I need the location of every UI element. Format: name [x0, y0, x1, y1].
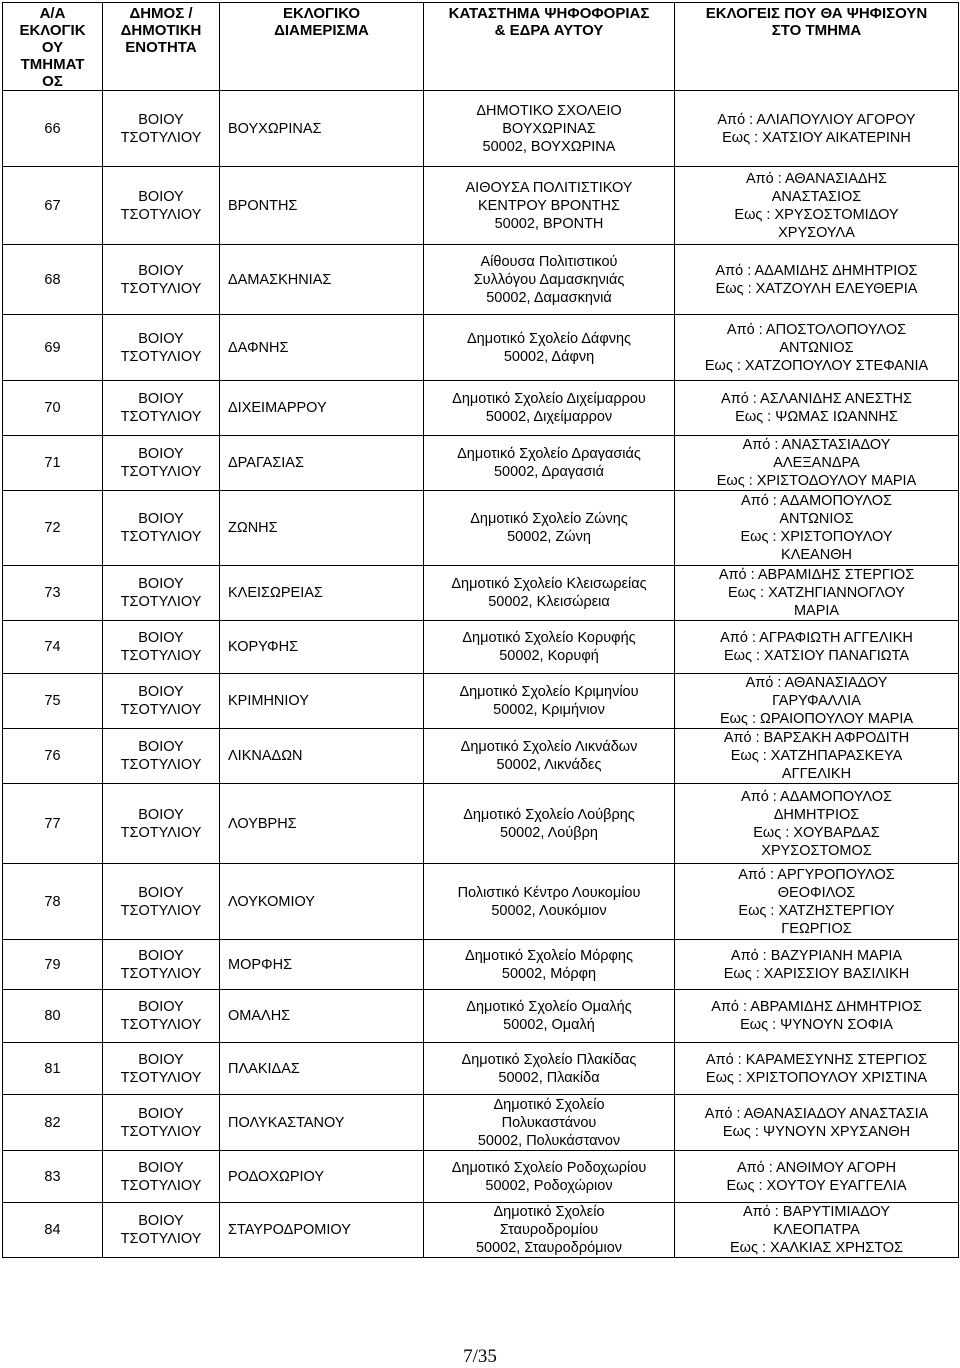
cell-no: 76 — [3, 729, 103, 784]
table-row — [3, 729, 959, 784]
cell-voters: Από : ΒΑΡΣΑΚΗ ΑΦΡΟΔΙΤΗ Εως : ΧΑΤΖΗΠΑΡΑΣΚΕΥΑ ΑΓΓΕΛΙΚΗ — [675, 729, 959, 784]
cell-voters: Από : ΑΝΘΙΜΟΥ ΑΓΟΡΗ Εως : ΧΟΥΤΟΥ ΕΥΑΓΓΕΛΙΑ — [675, 1151, 959, 1203]
cell-municipality: ΒΟΙΟΥ ΤΣΟΤΥΛΙΟΥ — [103, 940, 220, 990]
header-municipality: ΔΗΜΟΣ / ΔΗΜΟΤΙΚΗ ΕΝΟΤΗΤΑ — [103, 3, 220, 91]
cell-no: 68 — [3, 245, 103, 315]
cell-municipality: ΒΟΙΟΥ ΤΣΟΤΥΛΙΟΥ — [103, 167, 220, 245]
table-row — [3, 315, 959, 381]
cell-no: 81 — [3, 1043, 103, 1095]
cell-voters: Από : ΑΔΑΜΟΠΟΥΛΟΣ ΔΗΜΗΤΡΙΟΣ Εως : ΧΟΥΒΑΡΔΑΣ ΧΡΥΣΟΣΤΟΜΟΣ — [675, 784, 959, 864]
cell-station: Δημοτικό Σχολείο Σταυροδρομίου 50002, Σταυροδρόμιον — [424, 1203, 675, 1258]
cell-station: Δημοτικό Σχολείο Κριμηνίου 50002, Κριμήνιον — [424, 674, 675, 729]
cell-district: ΠΛΑΚΙΔΑΣ — [220, 1043, 424, 1095]
polling-stations-table — [2, 2, 959, 1258]
cell-municipality: ΒΟΙΟΥ ΤΣΟΤΥΛΙΟΥ — [103, 1203, 220, 1258]
cell-voters: Από : ΑΘΑΝΑΣΙΑΔΗΣ ΑΝΑΣΤΑΣΙΟΣ Εως : ΧΡΥΣΟΣΤΟΜΙΔΟΥ ΧΡΥΣΟΥΛΑ — [675, 167, 959, 245]
page-number: 7/35 — [463, 1346, 497, 1367]
cell-station: Δημοτικό Σχολείο Κλεισωρείας 50002, Κλεισώρεια — [424, 566, 675, 621]
cell-municipality: ΒΟΙΟΥ ΤΣΟΤΥΛΙΟΥ — [103, 566, 220, 621]
header-voters: ΕΚΛΟΓΕΙΣ ΠΟΥ ΘΑ ΨΗΦΙΣΟΥΝ ΣΤΟ ΤΜΗΜΑ — [675, 3, 959, 91]
cell-district: ΔΑΜΑΣΚΗΝΙΑΣ — [220, 245, 424, 315]
cell-station: Δημοτικό Σχολείο Λικνάδων 50002, Λικνάδες — [424, 729, 675, 784]
cell-voters: Από : ΑΡΓΥΡΟΠΟΥΛΟΣ ΘΕΟΦΙΛΟΣ Εως : ΧΑΤΖΗΣΤΕΡΓΙΟΥ ΓΕΩΡΓΙΟΣ — [675, 864, 959, 940]
cell-district: ΣΤΑΥΡΟΔΡΟΜΙΟΥ — [220, 1203, 424, 1258]
cell-voters: Από : ΑΔΑΜΟΠΟΥΛΟΣ ΑΝΤΩΝΙΟΣ Εως : ΧΡΙΣΤΟΠΟΥΛΟΥ ΚΛΕΑΝΘΗ — [675, 491, 959, 566]
cell-district: ΖΩΝΗΣ — [220, 491, 424, 566]
cell-station: ΔΗΜΟΤΙΚΟ ΣΧΟΛΕΙΟ ΒΟΥΧΩΡΙΝΑΣ 50002, ΒΟΥΧΩΡΙΝΑ — [424, 91, 675, 167]
cell-district: ΚΡΙΜΗΝΙΟΥ — [220, 674, 424, 729]
cell-no: 70 — [3, 381, 103, 436]
table-row — [3, 245, 959, 315]
cell-station: Δημοτικό Σχολείο Ζώνης 50002, Ζώνη — [424, 491, 675, 566]
cell-municipality: ΒΟΙΟΥ ΤΣΟΤΥΛΙΟΥ — [103, 1095, 220, 1151]
cell-district: ΔΡΑΓΑΣΙΑΣ — [220, 436, 424, 491]
cell-municipality: ΒΟΙΟΥ ΤΣΟΤΥΛΙΟΥ — [103, 245, 220, 315]
cell-voters: Από : ΑΠΟΣΤΟΛΟΠΟΥΛΟΣ ΑΝΤΩΝΙΟΣ Εως : ΧΑΤΖΟΠΟΥΛΟΥ ΣΤΕΦΑΝΙΑ — [675, 315, 959, 381]
cell-voters: Από : ΑΒΡΑΜΙΔΗΣ ΔΗΜΗΤΡΙΟΣ Εως : ΨΥΝΟΥΝ ΣΟΦΙΑ — [675, 990, 959, 1043]
cell-district: ΛΙΚΝΑΔΩΝ — [220, 729, 424, 784]
cell-station: Δημοτικό Σχολείο Πλακίδας 50002, Πλακίδα — [424, 1043, 675, 1095]
table-row — [3, 674, 959, 729]
cell-district: ΒΟΥΧΩΡΙΝΑΣ — [220, 91, 424, 167]
header-district: ΕΚΛΟΓΙΚΟ ΔΙΑΜΕΡΙΣΜΑ — [220, 3, 424, 91]
cell-voters: Από : ΑΛΙΑΠΟΥΛΙΟΥ ΑΓΟΡΟΥ Εως : ΧΑΤΣΙΟΥ ΑΙΚΑΤΕΡΙΝΗ — [675, 91, 959, 167]
cell-no: 74 — [3, 621, 103, 674]
table-row — [3, 381, 959, 436]
table-row — [3, 784, 959, 864]
cell-voters: Από : ΑΘΑΝΑΣΙΑΔΟΥ ΓΑΡΥΦΑΛΛΙΑ Εως : ΩΡΑΙΟΠΟΥΛΟΥ ΜΑΡΙΑ — [675, 674, 959, 729]
cell-voters: Από : ΒΑΡΥΤΙΜΙΑΔΟΥ ΚΛΕΟΠΑΤΡΑ Εως : ΧΑΛΚΙΑΣ ΧΡΗΣΤΟΣ — [675, 1203, 959, 1258]
cell-voters: Από : ΑΒΡΑΜΙΔΗΣ ΣΤΕΡΓΙΟΣ Εως : ΧΑΤΖΗΓΙΑΝΝΟΓΛΟΥ ΜΑΡΙΑ — [675, 566, 959, 621]
header-station: ΚΑΤΑΣΤΗΜΑ ΨΗΦΟΦΟΡΙΑΣ & ΕΔΡΑ ΑΥΤΟΥ — [424, 3, 675, 91]
cell-municipality: ΒΟΙΟΥ ΤΣΟΤΥΛΙΟΥ — [103, 990, 220, 1043]
cell-no: 79 — [3, 940, 103, 990]
table-row — [3, 91, 959, 167]
cell-voters: Από : ΚΑΡΑΜΕΣΥΝΗΣ ΣΤΕΡΓΙΟΣ Εως : ΧΡΙΣΤΟΠΟΥΛΟΥ ΧΡΙΣΤΙΝΑ — [675, 1043, 959, 1095]
cell-station: Δημοτικό Σχολείο Πολυκαστάνου 50002, Πολυκάστανον — [424, 1095, 675, 1151]
cell-no: 72 — [3, 491, 103, 566]
table-row — [3, 940, 959, 990]
table-row — [3, 621, 959, 674]
cell-station: Δημοτικό Σχολείο Κορυφής 50002, Κορυφή — [424, 621, 675, 674]
cell-district: ΚΛΕΙΣΩΡΕΙΑΣ — [220, 566, 424, 621]
table-row — [3, 1151, 959, 1203]
cell-voters: Από : ΑΘΑΝΑΣΙΑΔΟΥ ΑΝΑΣΤΑΣΙΑ Εως : ΨΥΝΟΥΝ ΧΡΥΣΑΝΘΗ — [675, 1095, 959, 1151]
cell-station: Δημοτικό Σχολείο Δραγασιάς 50002, Δραγασιά — [424, 436, 675, 491]
cell-district: ΛΟΥΚΟΜΙΟΥ — [220, 864, 424, 940]
cell-station: Πολιστικό Κέντρο Λουκομίου 50002, Λουκόμιον — [424, 864, 675, 940]
cell-municipality: ΒΟΙΟΥ ΤΣΟΤΥΛΙΟΥ — [103, 436, 220, 491]
table-row — [3, 1203, 959, 1258]
cell-district: ΒΡΟΝΤΗΣ — [220, 167, 424, 245]
cell-district: ΔΙΧΕΙΜΑΡΡΟΥ — [220, 381, 424, 436]
cell-station: Δημοτικό Σχολείο Λούβρης 50002, Λούβρη — [424, 784, 675, 864]
cell-municipality: ΒΟΙΟΥ ΤΣΟΤΥΛΙΟΥ — [103, 315, 220, 381]
cell-station: ΑΙΘΟΥΣΑ ΠΟΛΙΤΙΣΤΙΚΟΥ ΚΕΝΤΡΟΥ ΒΡΟΝΤΗΣ 50002, ΒΡΟΝΤΗ — [424, 167, 675, 245]
cell-voters: Από : ΑΣΛΑΝΙΔΗΣ ΑΝΕΣΤΗΣ Εως : ΨΩΜΑΣ ΙΩΑΝΝΗΣ — [675, 381, 959, 436]
cell-municipality: ΒΟΙΟΥ ΤΣΟΤΥΛΙΟΥ — [103, 621, 220, 674]
cell-voters: Από : ΑΝΑΣΤΑΣΙΑΔΟΥ ΑΛΕΞΑΝΔΡΑ Εως : ΧΡΙΣΤΟΔΟΥΛΟΥ ΜΑΡΙΑ — [675, 436, 959, 491]
table-row — [3, 1095, 959, 1151]
cell-municipality: ΒΟΙΟΥ ΤΣΟΤΥΛΙΟΥ — [103, 91, 220, 167]
cell-voters: Από : ΑΔΑΜΙΔΗΣ ΔΗΜΗΤΡΙΟΣ Εως : ΧΑΤΖΟΥΛΗ ΕΛΕΥΘΕΡΙΑ — [675, 245, 959, 315]
table-row — [3, 491, 959, 566]
table-row — [3, 864, 959, 940]
cell-municipality: ΒΟΙΟΥ ΤΣΟΤΥΛΙΟΥ — [103, 674, 220, 729]
cell-district: ΡΟΔΟΧΩΡΙΟΥ — [220, 1151, 424, 1203]
cell-municipality: ΒΟΙΟΥ ΤΣΟΤΥΛΙΟΥ — [103, 1043, 220, 1095]
cell-no: 73 — [3, 566, 103, 621]
cell-no: 71 — [3, 436, 103, 491]
cell-no: 69 — [3, 315, 103, 381]
cell-no: 80 — [3, 990, 103, 1043]
cell-no: 75 — [3, 674, 103, 729]
cell-district: ΚΟΡΥΦΗΣ — [220, 621, 424, 674]
cell-district: ΔΑΦΝΗΣ — [220, 315, 424, 381]
cell-voters: Από : ΑΓΡΑΦΙΩΤΗ ΑΓΓΕΛΙΚΗ Εως : ΧΑΤΣΙΟΥ ΠΑΝΑΓΙΩΤΑ — [675, 621, 959, 674]
cell-no: 83 — [3, 1151, 103, 1203]
cell-municipality: ΒΟΙΟΥ ΤΣΟΤΥΛΙΟΥ — [103, 381, 220, 436]
cell-district: ΠΟΛΥΚΑΣΤΑΝΟΥ — [220, 1095, 424, 1151]
cell-no: 78 — [3, 864, 103, 940]
header-row — [3, 3, 959, 91]
cell-municipality: ΒΟΙΟΥ ΤΣΟΤΥΛΙΟΥ — [103, 491, 220, 566]
table-row — [3, 990, 959, 1043]
cell-municipality: ΒΟΙΟΥ ΤΣΟΤΥΛΙΟΥ — [103, 864, 220, 940]
cell-station: Δημοτικό Σχολείο Ροδοχωρίου 50002, Ροδοχώριον — [424, 1151, 675, 1203]
cell-no: 82 — [3, 1095, 103, 1151]
table-row — [3, 566, 959, 621]
cell-district: ΟΜΑΛΗΣ — [220, 990, 424, 1043]
table-row — [3, 1043, 959, 1095]
cell-district: ΛΟΥΒΡΗΣ — [220, 784, 424, 864]
cell-station: Δημοτικό Σχολείο Μόρφης 50002, Μόρφη — [424, 940, 675, 990]
table-row — [3, 167, 959, 245]
cell-district: ΜΟΡΦΗΣ — [220, 940, 424, 990]
cell-station: Δημοτικό Σχολείο Ομαλής 50002, Ομαλή — [424, 990, 675, 1043]
cell-station: Δημοτικό Σχολείο Δάφνης 50002, Δάφνη — [424, 315, 675, 381]
header-no: Α/Α ΕΚΛΟΓΙΚ ΟΥ ΤΜΗΜΑΤ ΟΣ — [3, 3, 103, 91]
cell-no: 67 — [3, 167, 103, 245]
cell-municipality: ΒΟΙΟΥ ΤΣΟΤΥΛΙΟΥ — [103, 784, 220, 864]
cell-station: Αίθουσα Πολιτιστικού Συλλόγου Δαμασκηνιάς 50002, Δαμασκηνιά — [424, 245, 675, 315]
cell-no: 77 — [3, 784, 103, 864]
table-row — [3, 436, 959, 491]
cell-municipality: ΒΟΙΟΥ ΤΣΟΤΥΛΙΟΥ — [103, 1151, 220, 1203]
cell-voters: Από : ΒΑΖΥΡΙΑΝΗ ΜΑΡΙΑ Εως : ΧΑΡΙΣΣΙΟΥ ΒΑΣΙΛΙΚΗ — [675, 940, 959, 990]
cell-station: Δημοτικό Σχολείο Διχείμαρρου 50002, Διχείμαρρον — [424, 381, 675, 436]
cell-no: 66 — [3, 91, 103, 167]
cell-no: 84 — [3, 1203, 103, 1258]
cell-municipality: ΒΟΙΟΥ ΤΣΟΤΥΛΙΟΥ — [103, 729, 220, 784]
